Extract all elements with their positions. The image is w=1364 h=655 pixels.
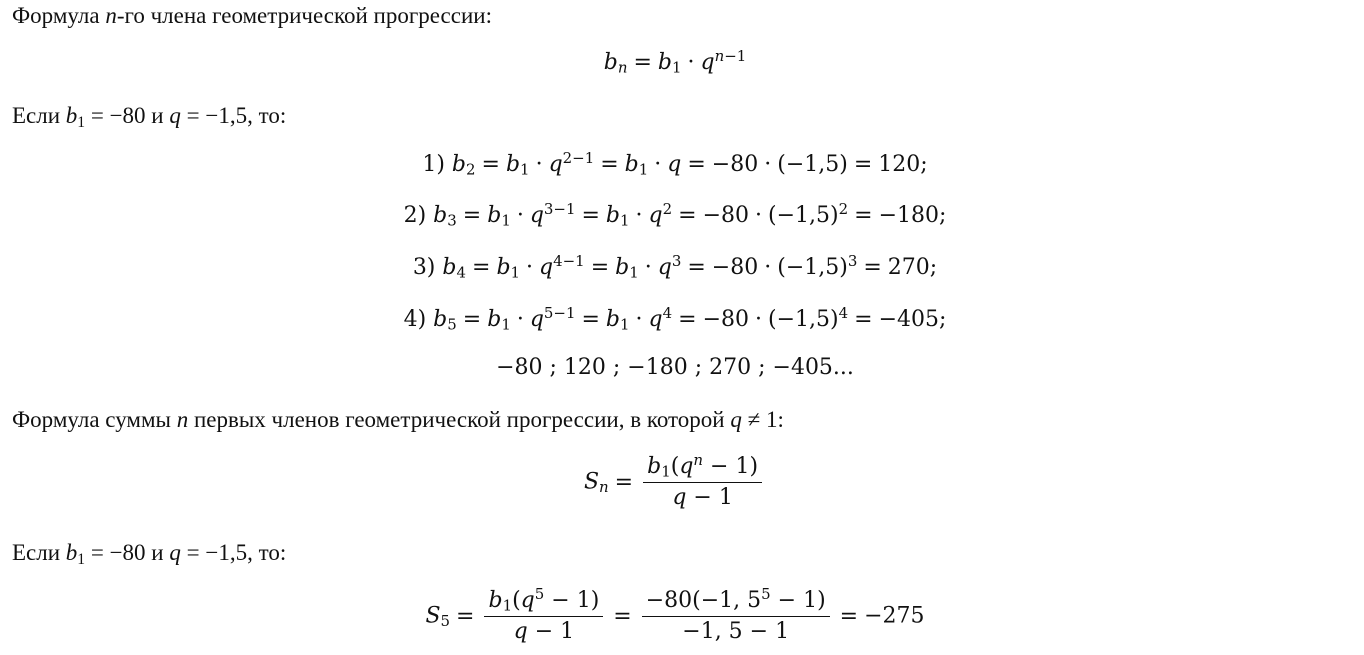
intro-sum-text: Формула суммы n первых членов геометрической прогрессии, в которой q ≠ 1: xyxy=(12,407,784,432)
given-values-2: Если $b_1 = -80$ и q = −1,5, то: xyxy=(12,540,287,568)
term-5-calculation: 4) $b_5 = b_1 \cdot q^{5-1} = b_1 \cdot q^4 = -80 \cdot (-1,5)^4 = -405$; xyxy=(403,303,947,334)
sequence-result: −80 ; 120 ; −180 ; 270 ; −405... xyxy=(496,355,854,380)
term-3-calculation: 2) $b_3 = b_1 \cdot q^{3-1} = b_1 \cdot q^2 = -80 \cdot (-1,5)^2 = -180$; xyxy=(403,199,947,230)
term-2-calculation: 1) $b_2 = b_1 \cdot q^{2-1} = b_1 \cdot q = -80 \cdot (-1,5) = 120$; xyxy=(422,148,928,179)
intro-nth-term-text: Формула n-го члена геометрической прогрессии: xyxy=(12,3,492,28)
given-values-1: Если $b_1 = -80$ и q = −1,5, то: xyxy=(12,103,287,131)
sum-result-calculation: $S_5$ = $\frac{b_1(q^5 - 1)}{q - 1}$ = $\frac{-80(-1, 5^5 - 1)}{-1, 5 - 1}$ = −275 xyxy=(425,584,925,644)
sum-formula: $S_n$ = $\frac{b_1(q^n - 1)}{q - 1}$ xyxy=(0,456,1350,509)
nth-term-formula: $b_n = b_1 \cdot q^{n-1}$ xyxy=(603,46,747,77)
term-4-calculation: 3) $b_4 = b_1 \cdot q^{4-1} = b_1 \cdot q^3 = -80 \cdot (-1,5)^3 = 270$; xyxy=(412,251,938,282)
